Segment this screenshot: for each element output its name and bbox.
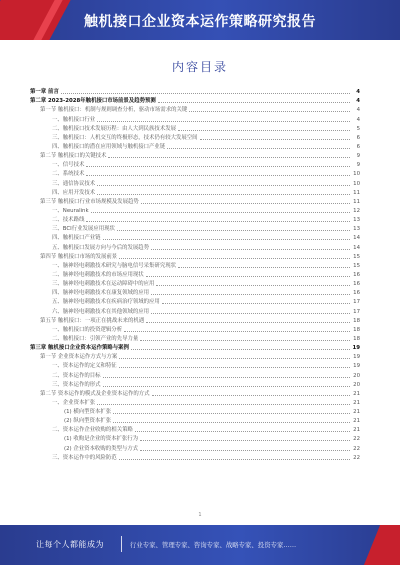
toc-entry[interactable]	[30, 141, 360, 150]
toc-heading: 内容目录	[171, 60, 228, 74]
toc-entry[interactable]	[30, 269, 360, 278]
toc-entry-title: (1) 收购是企业的资本扩张行为	[64, 436, 139, 443]
toc-entry-title: 二、系统技术	[52, 171, 85, 178]
toc-entry-title: 一、资本运作的定义和特征	[52, 363, 117, 370]
toc-leader-dots	[178, 267, 350, 268]
toc-entry[interactable]	[30, 433, 360, 442]
toc-entry-page: 18	[353, 326, 360, 333]
toc-entry-page: 4	[356, 116, 360, 123]
toc-leader-dots	[86, 175, 350, 176]
toc-entry-page: 5	[356, 125, 360, 132]
toc-entry[interactable]	[30, 442, 360, 451]
toc-entry[interactable]	[30, 132, 360, 141]
toc-entry-page: 11	[353, 198, 360, 205]
toc-entry-title: 四、触机接口产业链	[52, 235, 101, 242]
toc-entry-title: 一、信号技术	[52, 162, 85, 169]
toc-entry[interactable]	[30, 360, 360, 369]
toc-leader-dots	[97, 185, 350, 186]
toc-entry-page: 21	[353, 418, 360, 425]
toc-entry-page: 12	[353, 207, 360, 214]
toc-entry-title: 四、脑神经电刺激技术在康复领域的应用	[52, 290, 150, 297]
toc-entry[interactable]	[30, 214, 360, 223]
toc-entry[interactable]	[30, 223, 360, 232]
toc-entry[interactable]	[30, 388, 360, 397]
toc-entry[interactable]	[30, 315, 360, 324]
toc-entry-page: 22	[353, 454, 360, 461]
toc-leader-dots	[151, 249, 350, 250]
toc-entry-page: 21	[353, 427, 360, 434]
toc-entry-title: 四、触机接口的潜在应用领域与触机接口产业链	[52, 143, 166, 150]
toc-leader-dots	[117, 230, 350, 231]
toc-entry-page: 20	[353, 372, 360, 379]
toc-entry-page: 18	[353, 335, 360, 342]
toc-entry[interactable]	[30, 150, 360, 159]
toc-leader-dots	[113, 422, 350, 423]
toc-entry[interactable]	[30, 452, 360, 461]
toc-entry-page: 20	[353, 381, 360, 388]
toc-entry[interactable]	[30, 406, 360, 415]
toc-entry-title: 二、脑神经电刺激技术的市场应用现状	[52, 271, 144, 278]
toc-entry-page: 19	[353, 354, 360, 361]
toc-entry-title: (2) 企业资本收购的类型与方式	[64, 445, 139, 452]
toc-leader-dots	[103, 377, 350, 378]
toc-entry-title: 一、企业资本扩张	[52, 399, 96, 406]
page-number: 1	[198, 512, 202, 518]
toc-entry-title: (2) 纵向型资本扩张	[64, 418, 112, 425]
toc-entry[interactable]	[30, 113, 360, 122]
toc-entry-title: 二、触机接口技术发展历程：由人大到民族技术发展	[52, 125, 176, 132]
toc-entry[interactable]	[30, 305, 360, 314]
toc-leader-dots	[119, 258, 350, 259]
toc-leader-dots	[140, 450, 350, 451]
toc-leader-dots	[158, 102, 350, 103]
toc-entry-page: 15	[353, 262, 360, 269]
footer-banner	[0, 525, 400, 565]
toc-entry[interactable]	[30, 168, 360, 177]
toc-entry-page: 4	[356, 89, 360, 96]
toc-entry-page: 13	[353, 217, 360, 224]
toc-leader-dots	[189, 111, 350, 112]
toc-leader-dots	[156, 285, 350, 286]
toc-entry-title: 二、资本运作的目标	[52, 372, 101, 379]
toc-entry[interactable]	[30, 287, 360, 296]
toc-entry[interactable]	[30, 241, 360, 250]
toc-leader-dots	[140, 440, 350, 441]
toc-entry-page: 9	[356, 162, 360, 169]
toc-leader-dots	[97, 121, 350, 122]
toc-leader-dots	[103, 386, 350, 387]
toc-leader-dots	[141, 203, 350, 204]
toc-leader-dots	[108, 157, 350, 158]
toc-entry-title: (1) 横向型资本扩张	[64, 409, 112, 416]
toc-entry-title: 第三节 触机接口行业市场规模及发展趋势	[40, 198, 139, 205]
toc-entry-page: 14	[353, 244, 360, 251]
toc-entry-page: 22	[353, 436, 360, 443]
toc-entry[interactable]	[30, 333, 360, 342]
toc-entry-page: 6	[356, 134, 360, 141]
toc-entry[interactable]	[30, 342, 360, 351]
toc-entry-title: 二、资本运作企业收购的相关策略	[52, 427, 133, 434]
toc-entry-page: 6	[356, 143, 360, 150]
toc-entry-page: 16	[353, 290, 360, 297]
toc-entry-page: 17	[353, 308, 360, 315]
toc-entry[interactable]	[30, 296, 360, 305]
toc-entry-title: 一、脑神经电刺激技术研究与脑电信号采集研究现状	[52, 262, 176, 269]
toc-entry[interactable]	[30, 251, 360, 260]
footer-divider	[121, 536, 122, 552]
toc-entry[interactable]	[30, 104, 360, 113]
toc-entry[interactable]	[30, 379, 360, 388]
toc-leader-dots	[152, 395, 350, 396]
toc-entry[interactable]	[30, 397, 360, 406]
toc-leader-dots	[151, 313, 350, 314]
toc-entry[interactable]	[30, 159, 360, 168]
toc-entry-title: 一、触机接口的投资逻辑分析	[52, 326, 123, 333]
toc-entry-page: 21	[353, 399, 360, 406]
toc-entry-page: 16	[353, 281, 360, 288]
toc-entry-title: 第二节 触机接口的关键技术	[40, 153, 107, 160]
toc-leader-dots	[91, 212, 350, 213]
report-title: 触机接口企业资本运作策略研究报告	[84, 14, 316, 30]
table-of-contents	[30, 86, 360, 461]
toc-entry-page: 15	[353, 253, 360, 260]
toc-entry-title: 五、脑神经电刺激技术在疾病治疗领域的应用	[52, 299, 160, 306]
toc-entry-title: 第一章 前言	[30, 89, 59, 96]
toc-leader-dots	[131, 349, 350, 350]
toc-entry-title: 第一节 企业资本运作方式与方案	[40, 354, 118, 361]
toc-entry-title: 三、触机接口：人机交互的终极形态，技术仍有较大发展空间	[52, 134, 198, 141]
toc-entry-title: 六、脑神经电刺激技术在其他领域的应用	[52, 308, 150, 315]
toc-entry[interactable]	[30, 424, 360, 433]
toc-entry[interactable]	[30, 260, 360, 269]
toc-entry-page: 10	[353, 180, 360, 187]
toc-entry-title: 一、Neuralink	[52, 207, 89, 214]
toc-entry-title: 四、应用开发技术	[52, 189, 96, 196]
toc-leader-dots	[200, 139, 350, 140]
toc-entry-title: 二、技术路线	[52, 217, 85, 224]
toc-leader-dots	[167, 148, 350, 149]
toc-entry-title: 第二节 资本运作的模式及企业资本运作的方式	[40, 390, 150, 397]
toc-leader-dots	[97, 404, 350, 405]
header-banner	[0, 0, 400, 40]
toc-entry-page: 21	[353, 390, 360, 397]
toc-leader-dots	[97, 194, 350, 195]
toc-entry-page: 22	[353, 445, 360, 452]
toc-entry-page: 16	[353, 271, 360, 278]
toc-entry-page: 18	[353, 317, 360, 324]
toc-entry[interactable]	[30, 86, 360, 95]
toc-entry-page: 4	[356, 107, 360, 114]
toc-leader-dots	[86, 221, 350, 222]
toc-leader-dots	[151, 294, 350, 295]
toc-entry-title: 五、触机接口发展方向与今后的发展趋势	[52, 244, 150, 251]
toc-entry-page: 17	[353, 299, 360, 306]
toc-leader-dots	[140, 340, 350, 341]
toc-leader-dots	[61, 93, 350, 94]
toc-leader-dots	[119, 367, 350, 368]
toc-entry-title: 三、资本运作中的风险防范	[52, 454, 117, 461]
toc-entry[interactable]	[30, 205, 360, 214]
toc-entry-page: 11	[353, 189, 360, 196]
toc-entry[interactable]	[30, 369, 360, 378]
toc-leader-dots	[119, 459, 350, 460]
toc-entry[interactable]	[30, 123, 360, 132]
toc-entry[interactable]	[30, 196, 360, 205]
toc-entry-title: 三、BCI行业发展应用现状	[52, 226, 115, 233]
toc-entry-title: 第一节 触机接口：机制与规则调查分析，驱动市场需求的关键	[40, 107, 188, 114]
footer-slogan: 让每个人都能成为	[36, 540, 104, 549]
toc-entry[interactable]	[30, 187, 360, 196]
footer-tagline: 行业专家、管理专家、咨询专家、战略专家、投资专家……	[130, 541, 297, 549]
toc-entry-page: 21	[353, 409, 360, 416]
toc-entry-page: 14	[353, 235, 360, 242]
toc-entry-title: 第三章 触机接口企业资本运作策略与案例	[30, 345, 129, 352]
toc-leader-dots	[103, 239, 350, 240]
toc-leader-dots	[119, 358, 350, 359]
toc-entry[interactable]	[30, 324, 360, 333]
toc-entry-page: 19	[353, 363, 360, 370]
toc-entry-title: 三、脑神经电刺激技术在运动障碍中的应用	[52, 281, 155, 288]
toc-entry-page: 19	[352, 345, 360, 352]
toc-entry-title: 一、触机接口行业	[52, 116, 96, 123]
toc-entry[interactable]	[30, 278, 360, 287]
toc-entry-title: 三、资本运作的形式	[52, 381, 101, 388]
toc-leader-dots	[178, 130, 350, 131]
footer-red-accent	[364, 525, 400, 565]
toc-entry-title: 第四节 触机接口市场的发展前景	[40, 253, 118, 260]
toc-entry-title: 三、通信协议技术	[52, 180, 96, 187]
toc-leader-dots	[146, 322, 350, 323]
toc-leader-dots	[135, 431, 350, 432]
toc-leader-dots	[124, 331, 350, 332]
toc-entry[interactable]	[30, 177, 360, 186]
toc-leader-dots	[113, 413, 350, 414]
toc-entry-page: 10	[353, 171, 360, 178]
toc-entry-title: 二、触机接口：引领产业的先导力量	[52, 335, 139, 342]
toc-entry-page: 13	[353, 226, 360, 233]
toc-leader-dots	[86, 166, 350, 167]
toc-entry[interactable]	[30, 232, 360, 241]
toc-leader-dots	[146, 276, 350, 277]
toc-entry[interactable]	[30, 415, 360, 424]
toc-leader-dots	[162, 303, 350, 304]
toc-entry-page: 9	[356, 153, 360, 160]
toc-entry[interactable]	[30, 95, 360, 104]
toc-entry-page: 4	[356, 98, 360, 105]
toc-entry-title: 第五节 触机接口：一项正在挑战未来的机遇	[40, 317, 145, 324]
toc-entry-title: 第二章 2023-2028年触机接口市场前景及趋势预测	[30, 98, 156, 105]
toc-entry[interactable]	[30, 351, 360, 360]
